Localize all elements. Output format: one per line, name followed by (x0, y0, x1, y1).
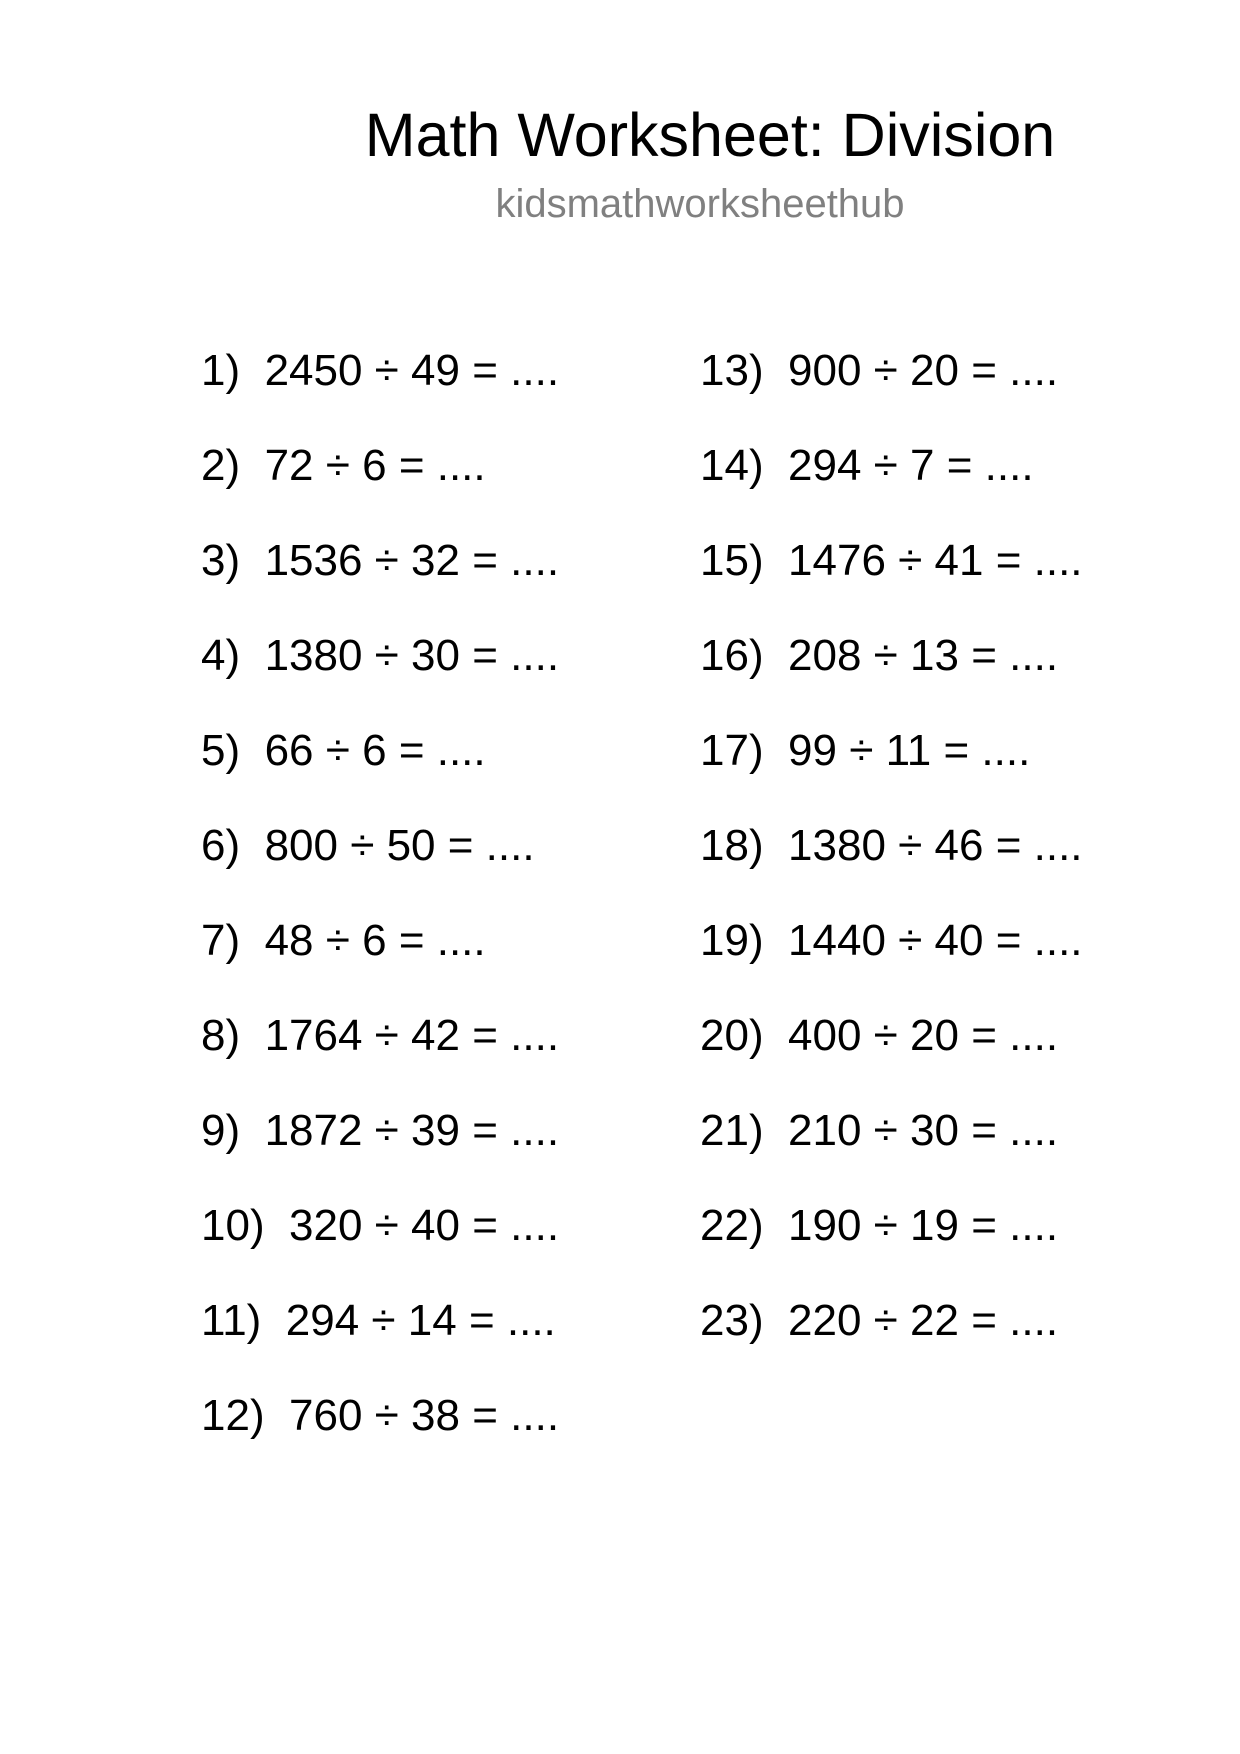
problem-number: 4) (201, 631, 241, 680)
problem-number: 15) (700, 536, 764, 585)
problem-expression: 900 ÷ 20 = .... (788, 346, 1059, 395)
worksheet-subtitle: kidsmathworksheethub (495, 182, 905, 226)
problem-item (700, 821, 1083, 916)
problem-item (700, 726, 1083, 821)
problem-expression: 1872 ÷ 39 = .... (264, 1106, 560, 1155)
problem-number: 20) (700, 1011, 764, 1060)
worksheet-title: Math Worksheet: Division (364, 101, 1056, 169)
problem-expression: 72 ÷ 6 = .... (264, 441, 486, 490)
problem-number: 9) (201, 1106, 241, 1155)
problem-expression: 1380 ÷ 30 = .... (264, 631, 560, 680)
problem-item (201, 1391, 559, 1486)
problem-number: 22) (700, 1201, 764, 1250)
problem-number: 6) (201, 821, 241, 870)
problem-number: 16) (700, 631, 764, 680)
problem-item (201, 346, 559, 441)
problem-item (201, 1296, 559, 1391)
problem-item (201, 441, 559, 536)
problem-expression: 208 ÷ 13 = .... (788, 631, 1059, 680)
problem-item (201, 1201, 559, 1296)
problem-expression: 220 ÷ 22 = .... (788, 1296, 1059, 1345)
problem-item (700, 1296, 1083, 1391)
problem-expression: 1476 ÷ 41 = .... (788, 536, 1083, 585)
problem-item (700, 916, 1083, 1011)
problem-item (700, 1201, 1083, 1296)
problem-number: 14) (700, 441, 764, 490)
problem-item (201, 1011, 559, 1106)
problem-number: 10) (201, 1201, 265, 1250)
problem-expression: 66 ÷ 6 = .... (264, 726, 486, 775)
problems-left-column (201, 346, 559, 1486)
problem-expression: 99 ÷ 11 = .... (788, 726, 1031, 775)
problem-expression: 2450 ÷ 49 = .... (264, 346, 560, 395)
problem-item (201, 1106, 559, 1201)
problem-expression: 760 ÷ 38 = .... (289, 1391, 560, 1440)
problem-item (201, 916, 559, 1011)
problem-expression: 1380 ÷ 46 = .... (788, 821, 1083, 870)
problem-expression: 210 ÷ 30 = .... (788, 1106, 1059, 1155)
problem-item (201, 821, 559, 916)
problem-number: 5) (201, 726, 241, 775)
problem-item (700, 346, 1083, 441)
problem-number: 18) (700, 821, 764, 870)
problem-expression: 1536 ÷ 32 = .... (264, 536, 560, 585)
problems-right-column (700, 346, 1083, 1391)
problem-item (201, 536, 559, 631)
problem-number: 21) (700, 1106, 764, 1155)
problem-number: 17) (700, 726, 764, 775)
problem-expression: 190 ÷ 19 = .... (788, 1201, 1059, 1250)
problem-number: 2) (201, 441, 241, 490)
problem-expression: 400 ÷ 20 = .... (788, 1011, 1059, 1060)
problem-number: 3) (201, 536, 241, 585)
problem-expression: 48 ÷ 6 = .... (264, 916, 486, 965)
problem-number: 11) (201, 1296, 262, 1345)
problem-number: 1) (201, 346, 241, 395)
problem-item (700, 536, 1083, 631)
problem-expression: 294 ÷ 7 = .... (788, 441, 1034, 490)
problem-item (700, 1011, 1083, 1106)
problem-expression: 800 ÷ 50 = .... (264, 821, 535, 870)
problem-item (700, 631, 1083, 726)
problem-item (201, 631, 559, 726)
problem-expression: 1764 ÷ 42 = .... (264, 1011, 560, 1060)
problem-expression: 294 ÷ 14 = .... (285, 1296, 556, 1345)
problem-number: 7) (201, 916, 241, 965)
problem-item (700, 1106, 1083, 1201)
problem-expression: 320 ÷ 40 = .... (289, 1201, 560, 1250)
problem-item (201, 726, 559, 821)
problem-number: 23) (700, 1296, 764, 1345)
problem-number: 13) (700, 346, 764, 395)
problem-number: 12) (201, 1391, 265, 1440)
problem-number: 8) (201, 1011, 241, 1060)
problem-expression: 1440 ÷ 40 = .... (788, 916, 1083, 965)
problem-item (700, 441, 1083, 536)
problem-number: 19) (700, 916, 764, 965)
